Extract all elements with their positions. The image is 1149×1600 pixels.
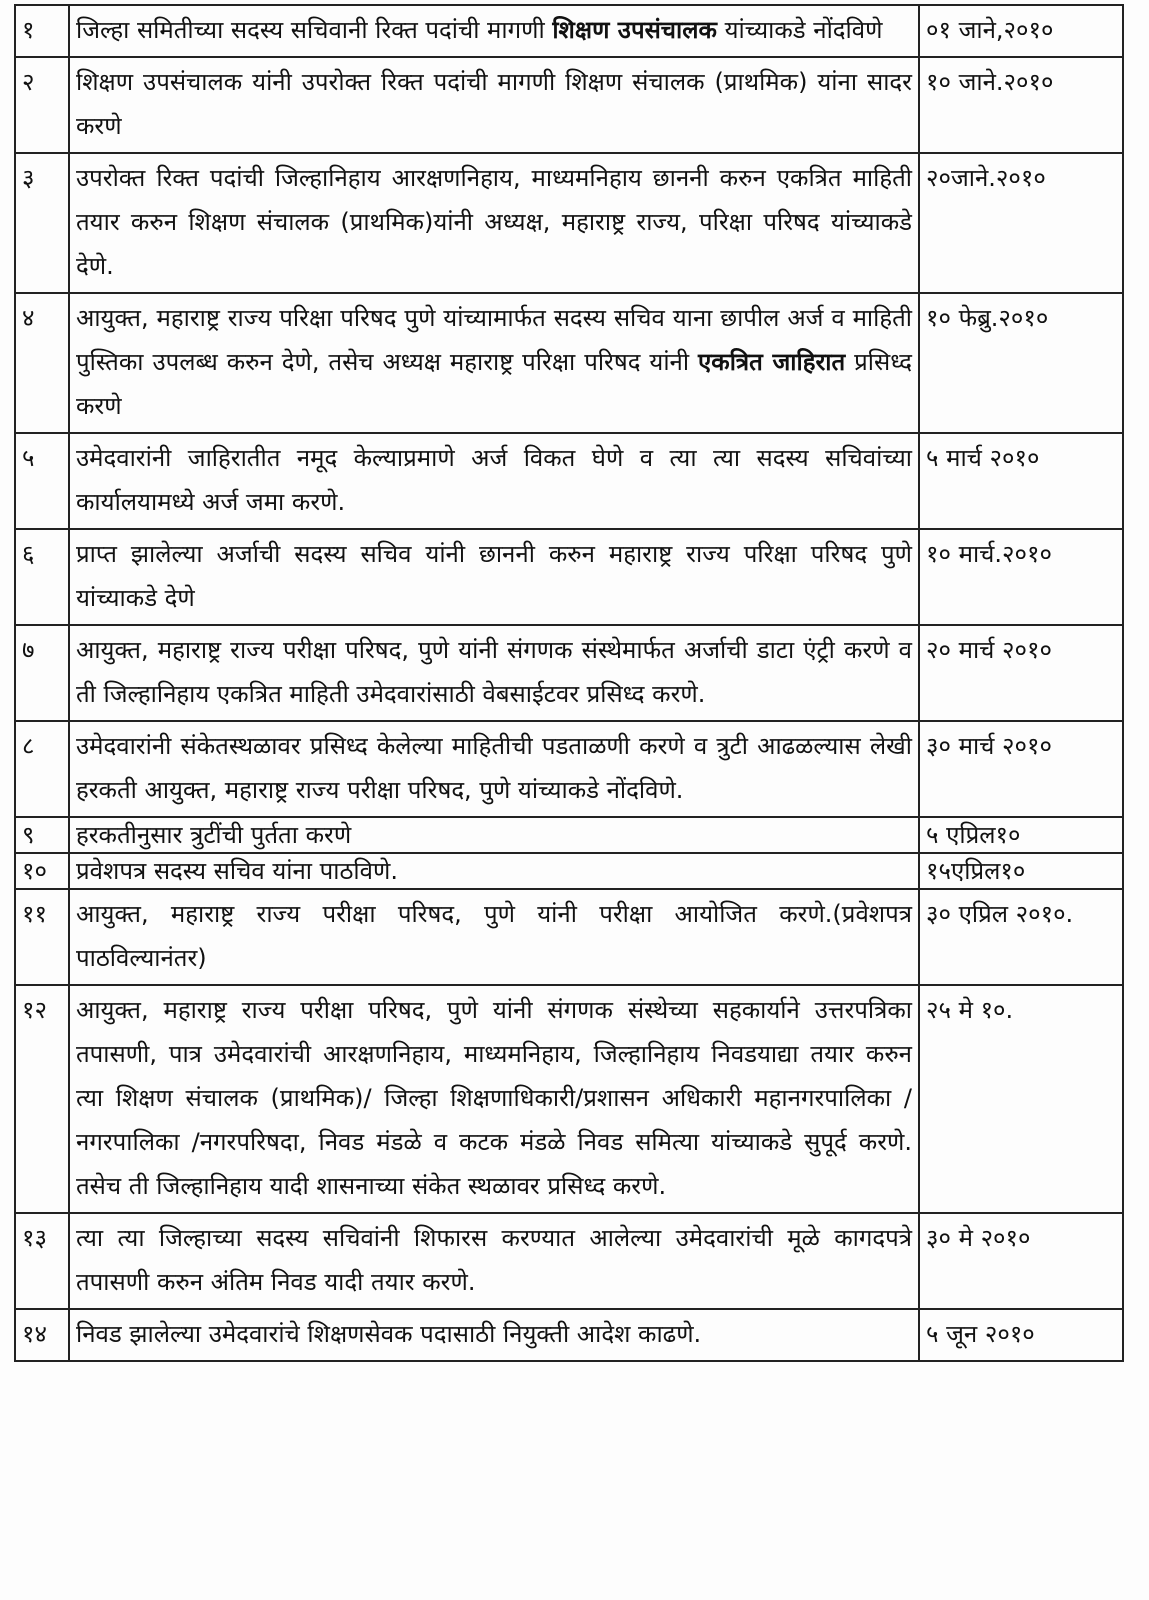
- description-text: जिल्हा समितीच्या सदस्य सचिवानी रिक्त पदांची मागणी: [76, 16, 553, 44]
- row-date: ३० एप्रिल २०१०.: [919, 889, 1123, 985]
- table-row: [15, 293, 1123, 433]
- row-date: ३० मे २०१०: [919, 1213, 1123, 1309]
- table-row: [15, 889, 1123, 985]
- description-text: उमेदवारांनी संकेतस्थळावर प्रसिध्द केलेल्या माहितीची पडताळणी करणे व त्रुटी आढळल्यास लेखी हरकती आयुक्त, महाराष्ट्र राज्य परीक्षा परिषद, पुणे यांच्याकडे नोंदविणे.: [76, 732, 912, 804]
- row-description: [69, 985, 919, 1213]
- description-text: प्राप्त झालेल्या अर्जाची सदस्य सचिव यांनी छाननी करुन महाराष्ट्र राज्य परिक्षा परिषद पुणे यांच्याकडे देणे: [76, 540, 912, 612]
- row-description: [69, 853, 919, 889]
- description-text: त्या त्या जिल्हाच्या सदस्य सचिवांनी शिफारस करण्यात आलेल्या उमेदवारांची मूळे कागदपत्रे तपासणी करुन अंतिम निवड यादी तयार करणे.: [76, 1224, 912, 1296]
- description-text: यांच्याकडे नोंदविणे: [716, 16, 883, 44]
- description-text: आयुक्त, महाराष्ट्र राज्य परीक्षा परिषद, पुणे यांनी संगणक संस्थेच्या सहकार्याने उत्तरपत्रिका तपासणी, पात्र उमेदवारांची आरक्षणनिहाय, माध्यमनिहाय, जिल्हानिहाय निवडयाद्या तयार करुन त्या शिक्षण संचालक (प्राथमिक)/ जिल्हा शिक्षणाधिकारी/प्रशासन अधिकारी महानगरपालिका /नगरपालिका /नगरपरिषदा, निवड मंडळे व कटक मंडळे निवड समित्या यांच्याकडे सुपूर्द करणे. तसेच ती जिल्हानिहाय यादी शासनाच्या संकेत स्थळावर प्रसिध्द करणे.: [76, 996, 912, 1200]
- row-date: १५एप्रिल१०: [919, 853, 1123, 889]
- row-description: [69, 817, 919, 853]
- row-description: [69, 529, 919, 625]
- table-row: [15, 57, 1123, 153]
- schedule-table: [14, 4, 1124, 1362]
- row-date: ३० मार्च २०१०: [919, 721, 1123, 817]
- row-description: [69, 293, 919, 433]
- row-number: ७: [15, 625, 69, 721]
- table-row: [15, 817, 1123, 853]
- description-bold-text: एकत्रित जाहिरात: [698, 348, 846, 376]
- row-date: १० फेब्रु.२०१०: [919, 293, 1123, 433]
- table-row: [15, 433, 1123, 529]
- table-row: [15, 5, 1123, 57]
- row-date: १० जाने.२०१०: [919, 57, 1123, 153]
- row-number: १२: [15, 985, 69, 1213]
- row-number: ९: [15, 817, 69, 853]
- row-description: [69, 625, 919, 721]
- row-date: ५ मार्च २०१०: [919, 433, 1123, 529]
- row-number: ८: [15, 721, 69, 817]
- row-number: ६: [15, 529, 69, 625]
- description-text: निवड झालेल्या उमेदवारांचे शिक्षणसेवक पदासाठी नियुक्ती आदेश काढणे.: [76, 1320, 702, 1348]
- row-number: ५: [15, 433, 69, 529]
- description-text: आयुक्त, महाराष्ट्र राज्य परीक्षा परिषद, पुणे यांनी परीक्षा आयोजित करणे.(प्रवेशपत्र पाठविल्यानंतर): [76, 900, 912, 972]
- row-number: ११: [15, 889, 69, 985]
- description-text: उपरोक्त रिक्त पदांची जिल्हानिहाय आरक्षणनिहाय, माध्यमनिहाय छाननी करुन एकत्रित माहिती तयार करुन शिक्षण संचालक (प्राथमिक)यांनी अध्यक्ष, महाराष्ट्र राज्य, परिक्षा परिषद यांच्याकडे देणे.: [76, 164, 912, 280]
- table-row: [15, 853, 1123, 889]
- row-description: [69, 1213, 919, 1309]
- row-description: [69, 1309, 919, 1361]
- row-description: [69, 721, 919, 817]
- row-number: १४: [15, 1309, 69, 1361]
- table-row: [15, 529, 1123, 625]
- schedule-table-body: [15, 5, 1123, 1361]
- row-date: २० मार्च २०१०: [919, 625, 1123, 721]
- row-date: ५ जून २०१०: [919, 1309, 1123, 1361]
- row-description: [69, 433, 919, 529]
- row-date: ०१ जाने,२०१०: [919, 5, 1123, 57]
- row-description: [69, 57, 919, 153]
- row-number: २: [15, 57, 69, 153]
- description-text: प्रवेशपत्र सदस्य सचिव यांना पाठविणे.: [76, 857, 398, 885]
- table-row: [15, 1213, 1123, 1309]
- description-text: आयुक्त, महाराष्ट्र राज्य परीक्षा परिषद, पुणे यांनी संगणक संस्थेमार्फत अर्जाची डाटा एंट्री करणे व ती जिल्हानिहाय एकत्रित माहिती उमेदवारांसाठी वेबसाईटवर प्रसिध्द करणे.: [76, 636, 912, 708]
- row-description: [69, 5, 919, 57]
- description-bold-text: शिक्षण उपसंचालक: [552, 16, 717, 44]
- description-text: शिक्षण उपसंचालक यांनी उपरोक्त रिक्त पदांची मागणी शिक्षण संचालक (प्राथमिक) यांना सादर करणे: [76, 68, 912, 140]
- row-date: १० मार्च.२०१०: [919, 529, 1123, 625]
- description-text: उमेदवारांनी जाहिरातीत नमूद केल्याप्रमाणे अर्ज विकत घेणे व त्या त्या सदस्य सचिवांच्या कार्यालयामध्ये अर्ज जमा करणे.: [76, 444, 912, 516]
- description-text: हरकतीनुसार त्रुटींची पुर्तता करणे: [76, 821, 352, 849]
- row-description: [69, 153, 919, 293]
- row-date: २५ मे १०.: [919, 985, 1123, 1213]
- row-number: ३: [15, 153, 69, 293]
- row-number: १३: [15, 1213, 69, 1309]
- description-text: प्रसिध्द करणे: [76, 348, 912, 420]
- row-number: ४: [15, 293, 69, 433]
- table-row: [15, 153, 1123, 293]
- table-row: [15, 721, 1123, 817]
- row-number: १०: [15, 853, 69, 889]
- description-text: आयुक्त, महाराष्ट्र राज्य परिक्षा परिषद पुणे यांच्यामार्फत सदस्य सचिव याना छापील अर्ज व माहिती पुस्तिका उपलब्ध करुन देणे, तसेच अध्यक्ष महाराष्ट्र परिक्षा परिषद यांनी: [76, 304, 912, 376]
- row-description: [69, 889, 919, 985]
- row-date: २०जाने.२०१०: [919, 153, 1123, 293]
- row-date: ५ एप्रिल१०: [919, 817, 1123, 853]
- table-row: [15, 625, 1123, 721]
- row-number: १: [15, 5, 69, 57]
- table-row: [15, 985, 1123, 1213]
- table-row: [15, 1309, 1123, 1361]
